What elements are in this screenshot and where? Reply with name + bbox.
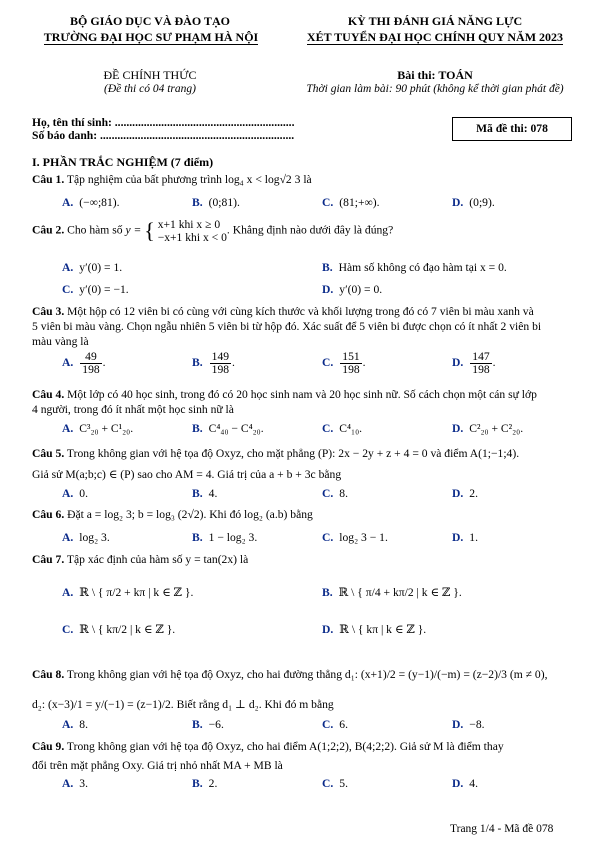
q7-option-a: A. ℝ \ { π/2 + kπ | k ∈ ℤ }. xyxy=(62,586,194,599)
question-7: Câu 7. Tập xác định của hàm số y = tan(2x) là xyxy=(32,553,249,566)
q8-option-d: D. −8. xyxy=(452,718,485,731)
question-9: Câu 9. Trong không gian với hệ tọa độ Oxyz, cho hai điểm A(1;2;2), B(4;2;2). Giả sử M là điểm thay đổi trên mặt phẳng Oxy. Giá trị nhỏ nhất MA + MB là xyxy=(32,740,504,772)
q5-option-c: C. 8. xyxy=(322,487,348,500)
time-note: Thời gian làm bài: 90 phút (không kể thời gian phát đề) xyxy=(306,83,564,95)
q2-option-d: D. y′(0) = 0. xyxy=(322,283,383,296)
piecewise-brace: { xyxy=(144,218,155,243)
pages-note: (Đề thi có 04 trang) xyxy=(104,83,196,95)
q5-option-b: B. 4. xyxy=(192,487,218,500)
piecewise-cases: x+1 khi x ≥ 0 −x+1 khi x < 0 xyxy=(157,218,227,244)
q8-option-c: C. 6. xyxy=(322,718,348,731)
subject-label: Bài thi: TOÁN xyxy=(397,68,473,82)
question-6: Câu 6. Đặt a = log₂ 3; b = log₃ (2√2). Khi đó log₂ (a.b) bằng xyxy=(32,508,313,521)
q9-option-d: D. 4. xyxy=(452,777,478,790)
q6-option-d: D. 1. xyxy=(452,531,478,544)
candidate-id-field: Số báo danh: ................................................................... xyxy=(32,129,295,142)
q9-option-c: C. 5. xyxy=(322,777,348,790)
q3-option-b: B. $\frac{149}{198}$ . xyxy=(192,350,235,376)
q4-option-b: B. C⁴₄₀ − C⁴₂₀. xyxy=(192,422,264,435)
q8-option-b: B. −6. xyxy=(192,718,224,731)
candidate-name-field: Họ, tên thí sinh: .............................................................. xyxy=(32,116,295,129)
exam-subtitle: XÉT TUYỂN ĐẠI HỌC CHÍNH QUY NĂM 2023 xyxy=(306,30,564,44)
ministry-name: BỘ GIÁO DỤC VÀ ĐÀO TẠO xyxy=(70,14,230,28)
q3-option-d: D. $\frac{147}{198}$ . xyxy=(452,350,496,376)
exam-title: KỲ THI ĐÁNH GIÁ NĂNG LỰC xyxy=(347,14,523,28)
q5-option-d: D. 2. xyxy=(452,487,478,500)
official-label: ĐỀ CHÍNH THỨC xyxy=(103,68,197,82)
q1-option-b: B. (0;81). xyxy=(192,196,240,209)
exam-code-box: Mã đề thi: 078 xyxy=(452,117,572,141)
q7-option-c: C. ℝ \ { kπ/2 | k ∈ ℤ }. xyxy=(62,623,176,636)
q5-option-a: A. 0. xyxy=(62,487,88,500)
q6-option-c: C. log₂ 3 − 1. xyxy=(322,531,388,544)
q2-option-a: A. y′(0) = 1. xyxy=(62,261,123,274)
question-5: Câu 5. Trong không gian với hệ tọa độ Oxyz, cho mặt phẳng (P): 2x − 2y + z + 4 = 0 và điểm A(1;−1;4). Giả sử M(a;b;c) ∈ (P) sao cho AM = 4. Giá trị của a + b + 3c bằng xyxy=(32,447,520,481)
question-2: Câu 2. Cho hàm số y = { x+1 khi x ≥ 0 −x+1 khi x < 0 . Khẳng định nào dưới đây là đúng? xyxy=(32,218,394,244)
q7-option-b: B. ℝ \ { π/4 + kπ/2 | k ∈ ℤ }. xyxy=(322,586,462,599)
q1-option-c: C. (81;+∞). xyxy=(322,196,380,209)
q4-option-a: A. C³₂₀ + C¹₂₀. xyxy=(62,422,134,435)
q1-option-a: A. (−∞;81). xyxy=(62,196,120,209)
q4-option-c: C. C⁴₁₀. xyxy=(322,422,363,435)
q8-option-a: A. 8. xyxy=(62,718,88,731)
q4-option-d: D. C²₂₀ + C²₂₀. xyxy=(452,422,524,435)
question-4: Câu 4. Một lớp có 40 học sinh, trong đó có 20 học sinh nam và 20 học sinh nữ. Số cách chọn một cán sự lớp 4 người, trong đó ít nhất một học sinh nữ là xyxy=(32,388,537,416)
q2-option-b: B. Hàm số không có đạo hàm tại x = 0. xyxy=(322,261,507,274)
question-1: Câu 1. Tập nghiệm của bất phương trình log₄ x < log√2 3 là xyxy=(32,173,312,186)
q1-option-d: D. (0;9). xyxy=(452,196,495,209)
q6-option-a: A. log₂ 3. xyxy=(62,531,110,544)
q9-option-b: B. 2. xyxy=(192,777,218,790)
q9-option-a: A. 3. xyxy=(62,777,88,790)
q7-option-d: D. ℝ \ { kπ | k ∈ ℤ }. xyxy=(322,623,427,636)
q6-option-b: B. 1 − log₂ 3. xyxy=(192,531,258,544)
q2-option-c: C. y′(0) = −1. xyxy=(62,283,129,296)
question-8: Câu 8. Trong không gian với hệ tọa độ Oxyz, cho hai đường thẳng d₁: (x+1)/2 = (y−1)/(−m) = (z−2)/3 (m ≠ 0), d₂: (x−3)/1 = y/(−1) = (z−1)/2. Biết rằng d₁ ⊥ d₂. Khi đó m bằng xyxy=(32,668,548,711)
question-3: Câu 3. Một hộp có 12 viên bi có cùng với cùng kích thước và khối lượng trong đó có 7 viên bi màu xanh và 5 viên bi màu vàng. Chọn ngẫu nhiên 5 viên bi từ hộp đó. Xác suất để 5 viên bi được chọn có ít nhất 2 viên bi màu vàng là xyxy=(32,305,542,348)
page-footer: Trang 1/4 - Mã đề 078 xyxy=(450,823,554,835)
q3-option-c: C. $\frac{151}{198}$ . xyxy=(322,350,366,376)
q3-option-a: A. $\frac{49}{198}$ . xyxy=(62,350,106,376)
section-title: I. PHẦN TRẮC NGHIỆM (7 điểm) xyxy=(32,155,214,169)
university-name: TRƯỜNG ĐẠI HỌC SƯ PHẠM HÀ NỘI xyxy=(43,30,259,44)
